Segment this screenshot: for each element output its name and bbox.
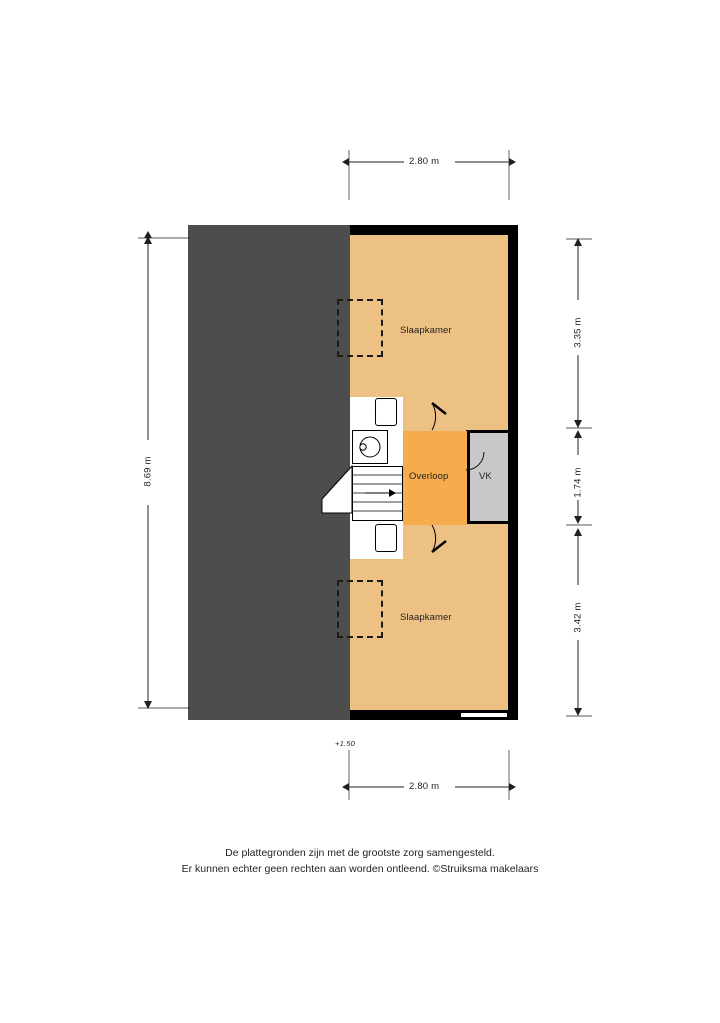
dim-top-width: 2.80 m — [409, 156, 440, 167]
room-label-overloop: Overloop — [409, 471, 449, 482]
wall-top — [350, 225, 518, 235]
footer-line-1: De plattegronden zijn met de grootste zorg samengesteld. — [225, 847, 495, 859]
sanitary-fixture-top — [375, 398, 397, 426]
dim-right-seg-3: 3.42 m — [572, 602, 584, 633]
dim-right-seg-2: 1.74 m — [572, 467, 584, 498]
staircase — [352, 466, 403, 521]
footer-line-2: Er kunnen echter geen rechten aan worden ontleend. ©Struiksma makelaars — [181, 863, 539, 875]
room-label-bedroom-top: Slaapkamer — [400, 325, 452, 336]
level-label: +1.50 — [335, 739, 355, 748]
dim-bottom-width: 2.80 m — [409, 781, 440, 792]
dim-right-seg-1: 3.35 m — [572, 317, 584, 348]
wall-vk-top — [466, 430, 508, 433]
dashed-box-top — [337, 299, 383, 357]
wall-vk-bottom — [466, 521, 508, 524]
dim-left-height: 8.69 m — [142, 456, 154, 487]
sanitary-fixture-bottom — [375, 524, 397, 552]
room-label-bedroom-bottom: Slaapkamer — [400, 612, 452, 623]
dashed-box-bottom — [337, 580, 383, 638]
wall-right — [508, 225, 518, 720]
window-bottom — [460, 712, 508, 718]
room-label-vk: VK — [479, 471, 492, 482]
meter-closet — [352, 430, 388, 464]
roof-area — [188, 225, 350, 720]
